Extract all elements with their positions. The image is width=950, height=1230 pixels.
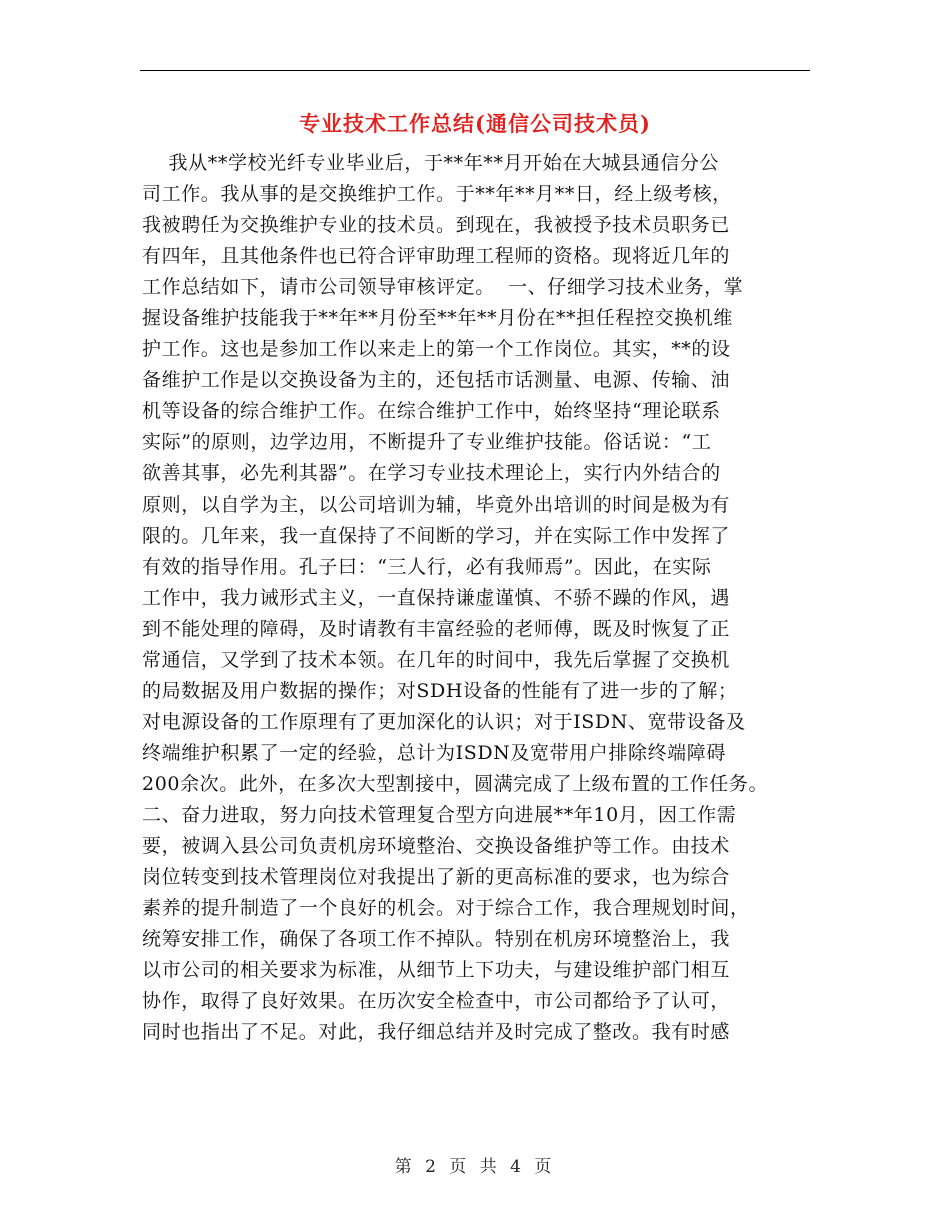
body-line: 同时也指出了不足。对此，我仔细总结并及时完成了整改。我有时感 bbox=[142, 1021, 731, 1044]
body-line: 实际”的原则，边学边用，不断提升了专业维护技能。俗话说：“工 bbox=[142, 431, 712, 454]
body-line: 我从**学校光纤专业毕业后，于**年**月开始在大城县通信分公 bbox=[142, 152, 720, 174]
body-line: 原则，以自学为主，以公司培训为辅，毕竟外出培训的时间是极为有 bbox=[142, 493, 731, 516]
body-line: 素养的提升制造了一个良好的机会。对于综合工作，我合理规划时间， bbox=[142, 897, 750, 920]
document-body bbox=[142, 148, 832, 1048]
body-line: 以市公司的相关要求为标准，从细节上下功夫，与建设维护部门相互 bbox=[142, 959, 731, 982]
body-line: 工作总结如下，请市公司领导审核评定。 一、仔细学习技术业务，掌 bbox=[142, 276, 744, 299]
body-line: 我被聘任为交换维护专业的技术员。到现在，我被授予技术员职务已 bbox=[142, 214, 731, 237]
body-line: 司工作。我从事的是交换维护工作。于**年**月**日，经上级考核， bbox=[142, 183, 732, 206]
body-line: 协作，取得了良好效果。在历次安全检查中，市公司都给予了认可， bbox=[142, 990, 731, 1013]
body-line: 备维护工作是以交换设备为主的，还包括市话测量、电源、传输、油 bbox=[142, 369, 731, 392]
header-rule bbox=[140, 70, 810, 71]
body-line: 握设备维护技能我于**年**月份至**年**月份在**担任程控交换机维 bbox=[142, 307, 734, 330]
body-line: 有效的指导作用。孔子曰：“三人行，必有我师焉”。因此，在实际 bbox=[142, 555, 712, 578]
body-line: 岗位转变到技术管理岗位对我提出了新的更高标准的要求，也为综合 bbox=[142, 866, 731, 889]
body-line: 二、奋力进取，努力向技术管理复合型方向进展**年10月，因工作需 bbox=[142, 803, 737, 826]
body-line: 欲善其事，必先利其器”。在学习专业技术理论上，实行内外结合的 bbox=[142, 462, 721, 485]
document-title: 专业技术工作总结(通信公司技术员) bbox=[299, 111, 651, 136]
body-line: 机等设备的综合维护工作。在综合维护工作中，始终坚持“理论联系 bbox=[142, 400, 721, 423]
page-number: 第 2 页 共 4 页 bbox=[394, 1157, 556, 1177]
body-line: 工作中，我力诫形式主义，一直保持谦虚谨慎、不骄不躁的作风，遇 bbox=[142, 586, 731, 609]
body-line: 要，被调入县公司负责机房环境整治、交换设备维护等工作。由技术 bbox=[142, 835, 731, 858]
body-line: 统筹安排工作，确保了各项工作不掉队。特别在机房环境整治上，我 bbox=[142, 928, 731, 951]
body-line: 的局数据及用户数据的操作；对SDH设备的性能有了进一步的了解； bbox=[142, 679, 738, 702]
body-line: 200余次。此外，在多次大型割接中，圆满完成了上级布置的工作任务。 bbox=[142, 772, 769, 795]
body-line: 护工作。这也是参加工作以来走上的第一个工作岗位。其实，**的设 bbox=[142, 338, 731, 361]
body-line: 终端维护积累了一定的经验，总计为ISDN及宽带用户排除终端障碍 bbox=[142, 741, 726, 764]
body-line: 常通信，又学到了技术本领。在几年的时间中，我先后掌握了交换机 bbox=[142, 648, 731, 671]
body-line: 有四年，且其他条件也已符合评审助理工程师的资格。现将近几年的 bbox=[142, 245, 731, 268]
body-line: 限的。几年来，我一直保持了不间断的学习，并在实际工作中发挥了 bbox=[142, 524, 731, 547]
body-line: 对电源设备的工作原理有了更加深化的认识；对于ISDN、宽带设备及 bbox=[142, 710, 746, 733]
body-line: 到不能处理的障碍，及时请教有丰富经验的老师傅，既及时恢复了正 bbox=[142, 617, 731, 640]
